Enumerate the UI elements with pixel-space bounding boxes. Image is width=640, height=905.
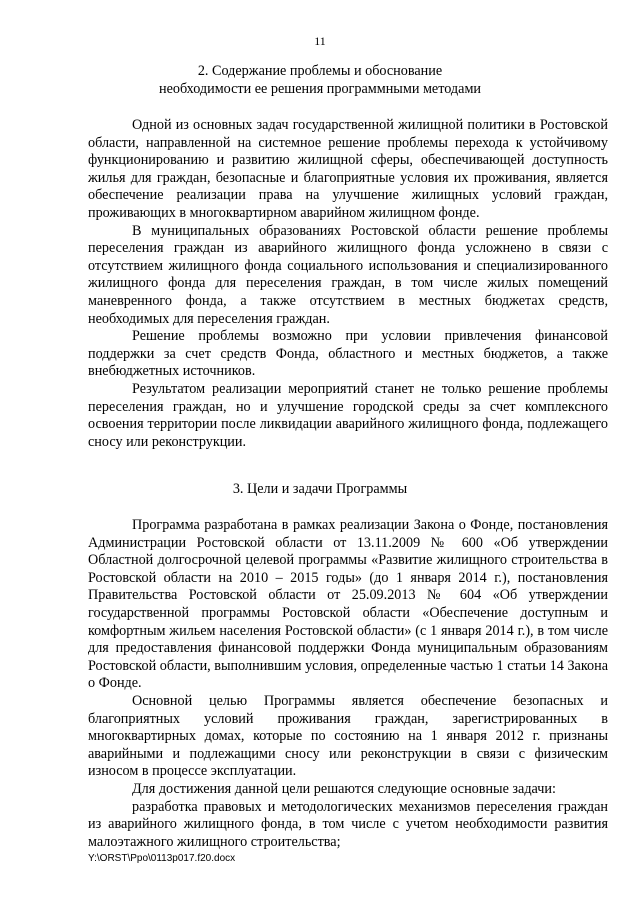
- page-number: 11: [314, 34, 326, 48]
- footer-file-path: Y:\ORST\Ppo\0113p017.f20.docx: [88, 853, 236, 864]
- paragraph: Одной из основных задач государственной жилищной политики в Ростовской области, направленной на системное решение проблемы перехода к устойчивому функционированию и развитию жилищной сферы, обеспечивающей доступность жилья для граждан, безопасные и благоприятные условия их проживания, является обеспечение реализации права на улучшение жилищных условий граждан, проживающих в многоквартирном аварийном жилищном фонде.: [88, 117, 608, 221]
- paragraph: разработка правовых и методологических механизмов переселения граждан из аварийного жилищного фонда, в том числе с учетом необходимости развития малоэтажного жилищного строительства;: [88, 798, 608, 850]
- section-3-heading: 3. Цели и задачи Программы: [232, 481, 408, 497]
- paragraph: Основной целью Программы является обеспечение безопасных и благоприятных условий проживания граждан, зарегистрированных в многоквартирных домах, которые по состоянию на 1 января 2012 г. признаны аварийными и подлежащими сносу или реконструкции в связи с физическим износом в процессе эксплуатации.: [88, 692, 608, 780]
- paragraph: Для достижения данной цели решаются следующие основные задачи:: [132, 780, 556, 797]
- paragraph: В муниципальных образованиях Ростовской области решение проблемы переселения граждан из аварийного жилищного фонда усложнено в связи с отсутствием жилищного фонда социального использования и специализированного жилищного фонда для переселения граждан, в том числе жилых помещений маневренного фонда, а также отсутствием в местных бюджетах средств, необходимых для переселения граждан.: [88, 222, 608, 327]
- section-3-body: [88, 517, 608, 851]
- section-2-heading-line-2: необходимости ее решения программными методами: [158, 80, 482, 97]
- paragraph: Решение проблемы возможно при условии привлечения финансовой поддержки за счет средств Фонда, областного и местных бюджетов, а также внебюджетных источников.: [88, 328, 608, 380]
- paragraph: Программа разработана в рамках реализации Закона о Фонде, постановления Администрации Ростовской области от 13.11.2009 № 600 «Об утверждении Областной долгосрочной целевой программы «Развитие жилищного строительства в Ростовской области на 2010 – 2015 годы» (до 1 января 2014 г.), постановления Правительства Ростовской области от 25.09.2013 № 604 «Об утверждении государственной программы Ростовской области «Обеспечение доступным и комфортным жильем населения Ростовской области» (с 1 января 2014 г.), в том числе для предоставления финансовой поддержки Фонда муниципальным образованиям Ростовской области, выполнившим условия, определенные частью 1 статьи 14 Закона о Фонде.: [88, 517, 608, 692]
- section-2-body: [88, 117, 608, 451]
- section-2-heading-line-1: 2. Содержание проблемы и обоснование: [197, 63, 443, 79]
- paragraph: Результатом реализации мероприятий станет не только решение проблемы переселения граждан, но и улучшение городской среды за счет комплексного освоения территории после ликвидации аварийного жилищного фонда, подлежащего сносу или реконструкции.: [88, 380, 608, 450]
- section-2-heading: [0, 63, 640, 98]
